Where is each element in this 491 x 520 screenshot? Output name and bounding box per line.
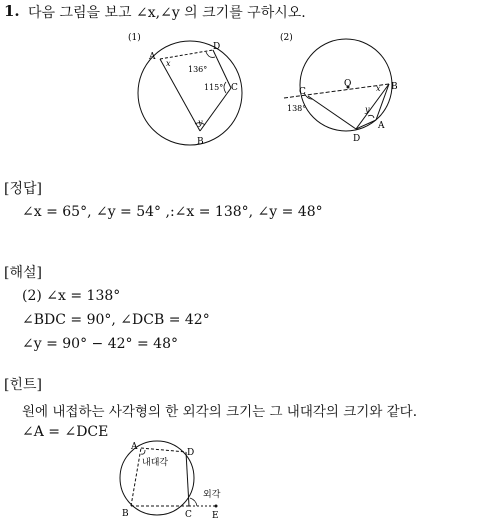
figure-1-point-d: D [213, 42, 221, 52]
explanation-heading: [해설] [4, 265, 42, 281]
figure-2-segment-cd [308, 96, 356, 129]
figure-2-point-a: A [378, 121, 385, 131]
figure-2-point-c: C [299, 87, 306, 97]
figure-1-point-a: A [149, 52, 156, 62]
hint-figure-arc-dce [190, 498, 197, 506]
hint-text: 원에 내접하는 사각형의 한 외각의 크기는 그 내대각의 크기와 같다. [22, 404, 418, 420]
figure-2-y: y [365, 105, 370, 114]
figure-1-arc-c [224, 82, 226, 93]
hint-figure-point-a: A [131, 442, 138, 452]
answer-text: ∠x = 65°, ∠y = 54° ,:∠x = 138°, ∠y = 48° [22, 204, 323, 220]
figure-1-angle-136: 136° [188, 65, 208, 74]
figure-1 [110, 28, 260, 153]
figure-2 [272, 28, 407, 150]
explanation-line-2: ∠BDC = 90°, ∠DCB = 42° [22, 312, 210, 328]
explanation-line-3: ∠y = 90° − 42° = 48° [22, 336, 178, 352]
hint-figure-segment-dc [186, 452, 189, 506]
hint-figure-inner-label: 내대각 [142, 458, 169, 468]
figure-2-point-o: O [344, 79, 352, 89]
hint-figure-arc-a [141, 450, 145, 454]
hint-figure-segment-ba [131, 448, 141, 506]
question-number: 1. [4, 2, 20, 20]
figure-1-segment-ad [160, 50, 213, 59]
figure-2-x: x [376, 84, 381, 93]
figure-2-point-b: B [391, 82, 398, 92]
hint-figure-point-e: E [212, 511, 219, 520]
figure-1-point-b: B [197, 137, 204, 147]
figure-2-angle-138: 138° [287, 104, 307, 113]
hint-formula: ∠A = ∠DCE [22, 424, 109, 440]
figure-1-angle-115: 115° [204, 83, 224, 92]
hint-figure-outer-label: 외각 [203, 490, 221, 500]
hint-figure-point-b: B [122, 509, 129, 519]
figure-2-label: (2) [280, 33, 293, 43]
hint-heading: [힌트] [4, 377, 42, 393]
hint-figure [114, 440, 229, 520]
figure-2-arc-a [368, 115, 374, 118]
figure-1-arc-d [206, 52, 215, 57]
answer-heading: [정답] [4, 181, 42, 197]
explanation-line-1: (2) ∠x = 138° [22, 288, 121, 304]
hint-figure-point-d: D [187, 448, 195, 458]
figure-1-x: x [166, 59, 171, 68]
figure-1-y: y [198, 118, 203, 127]
hint-figure-point-e-dot [215, 505, 218, 508]
question-text: 다음 그림을 보고 ∠x,∠y 의 크기를 구하시오. [28, 5, 306, 21]
figure-1-label: (1) [128, 33, 141, 43]
hint-figure-point-c: C [185, 510, 192, 520]
figure-1-point-c: C [231, 83, 238, 93]
figure-2-point-d: D [353, 134, 361, 144]
